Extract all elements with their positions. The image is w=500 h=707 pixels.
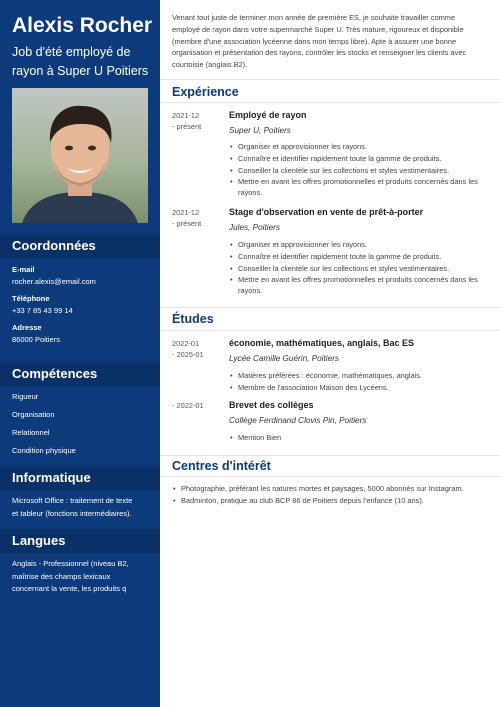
- languages-text: [12, 558, 152, 596]
- divider: [160, 455, 500, 456]
- date-end: - présent: [172, 122, 202, 131]
- summary-line: (membre d'une association lycéenne dans mon temps libre). Apte à assurer une bonne: [172, 36, 457, 46]
- it-section-title: Informatique: [0, 466, 160, 490]
- interests-list: [172, 483, 500, 507]
- education-title: économie, mathématiques, anglais, Bac ES: [229, 338, 415, 348]
- interest-item: • Badminton, pratique au club BCP 86 de Poitiers depuis l'enfance (10 ans).: [181, 495, 500, 507]
- bullet-item: • Connaître et identifier rapidement toute la gamme de produits.: [238, 153, 493, 165]
- it-text-line: et tableur (fonctions intermédiaires).: [12, 508, 132, 518]
- bullet-item: • Membre de l'association Maison des Lycéens.: [238, 382, 493, 394]
- experience-title: Stage d'observation en vente de prêt-à-porter: [229, 207, 424, 217]
- bullet-item: • Organiser et approvisionner les rayons.: [238, 141, 493, 153]
- interest-item: • Photographie, préférant les natures mortes et paysages, 5000 abonnés sur Instagram.: [181, 483, 500, 495]
- email-value: rocher.alexis@email.com: [12, 277, 96, 286]
- education-bullets: [229, 432, 493, 444]
- education-date: - 2022-01: [172, 401, 204, 410]
- phone-label: Téléphone: [12, 294, 50, 303]
- skill-item: Relationnel: [12, 428, 50, 437]
- summary-line: courtoisie (anglais B2).: [172, 60, 248, 70]
- summary-line: Venant tout juste de terminer mon année de première ES, je souhaite travailler comme: [172, 13, 456, 22]
- bullet-item: • Mettre en avant les offres promotionnelles et produits concernés dans les: [238, 274, 493, 286]
- contact-section-title: Coordonnées: [0, 234, 160, 258]
- experience-employer: Super U, Poitiers: [229, 126, 291, 135]
- experience-section-title: Expérience: [172, 85, 239, 99]
- summary-line: organisation et présentation des rayons, contrôler les stocks et renseigner les clients avec: [172, 48, 467, 58]
- experience-bullets: [229, 141, 493, 188]
- bullet-item: • Conseiller la clientèle sur les collections et styles vestimentaires.: [238, 263, 493, 275]
- education-section-title: Études: [172, 312, 214, 326]
- address-value: 86000 Poitiers: [12, 335, 60, 344]
- divider: [160, 330, 500, 331]
- date-end: - 2025-01: [172, 350, 204, 359]
- it-text: [12, 495, 152, 520]
- languages-text-line: concernant la vente, les produits q: [12, 584, 127, 593]
- bullet-item: • Mention Bien: [238, 432, 493, 444]
- skill-item: Rigueur: [12, 392, 39, 401]
- divider: [160, 307, 500, 308]
- bullet-continuation: rayons.: [238, 286, 263, 295]
- bullet-item: • Mettre en avant les offres promotionnelles et produits concernés dans les: [238, 176, 493, 188]
- experience-bullets: [229, 239, 493, 286]
- languages-text-line: maîtrise des champs lexicaux: [12, 571, 111, 581]
- summary-line: employé de rayon dans votre supermarché Super U. Très mature, rigoureux et disponible: [172, 24, 464, 34]
- bullet-continuation: rayons.: [238, 188, 263, 197]
- bullet-item: • Organiser et approvisionner les rayons.: [238, 239, 493, 251]
- skill-item: Organisation: [12, 410, 55, 419]
- job-title-line1: Job d'été employé de: [12, 45, 131, 59]
- experience-date: [172, 207, 201, 229]
- education-date: [172, 338, 204, 360]
- job-title-line2: rayon à Super U Poitiers: [12, 64, 149, 78]
- profile-photo: [12, 88, 148, 223]
- education-bullets: [229, 370, 493, 394]
- divider: [160, 79, 500, 80]
- education-school: Collège Ferdinand Clovis Pin, Poitiers: [229, 416, 367, 425]
- experience-employer: Jules, Poitiers: [229, 223, 280, 232]
- skill-item: Condition physique: [12, 446, 76, 455]
- profile-summary: [172, 12, 482, 71]
- bullet-item: • Conseiller la clientèle sur les collections et styles vestimentaires.: [238, 165, 493, 177]
- education-school: Lycée Camille Guérin, Poitiers: [229, 354, 339, 363]
- skills-section-title: Compétences: [0, 362, 160, 386]
- candidate-name: Alexis Rocher: [12, 14, 153, 37]
- date-end: - présent: [172, 219, 202, 228]
- languages-section-title: Langues: [0, 529, 160, 553]
- date-start: 2021-12: [172, 111, 200, 120]
- interests-section-title: Centres d'intérêt: [172, 459, 271, 473]
- profile-photo-image: [12, 88, 148, 223]
- bullet-item: • Connaître et identifier rapidement toute la gamme de produits.: [238, 251, 493, 263]
- languages-text-line: Anglais - Professionnel (niveau B2,: [12, 559, 129, 568]
- date-start: 2022-01: [172, 339, 200, 348]
- sidebar: [0, 0, 160, 707]
- address-label: Adresse: [12, 323, 42, 332]
- email-label: E-mail: [12, 265, 35, 274]
- phone-value: +33 7 85 43 99 14: [12, 306, 73, 315]
- experience-date: [172, 110, 201, 132]
- divider: [160, 102, 500, 103]
- job-title: [0, 38, 160, 81]
- date-start: 2021-12: [172, 208, 200, 217]
- it-text-line: Microsoft Office : traitement de texte: [12, 496, 133, 505]
- bullet-item: • Matières préférées : économie, mathématiques, anglais.: [238, 370, 493, 382]
- experience-title: Employé de rayon: [229, 110, 307, 120]
- divider: [160, 476, 500, 477]
- main-content: [160, 0, 500, 707]
- education-title: Brevet des collèges: [229, 400, 314, 410]
